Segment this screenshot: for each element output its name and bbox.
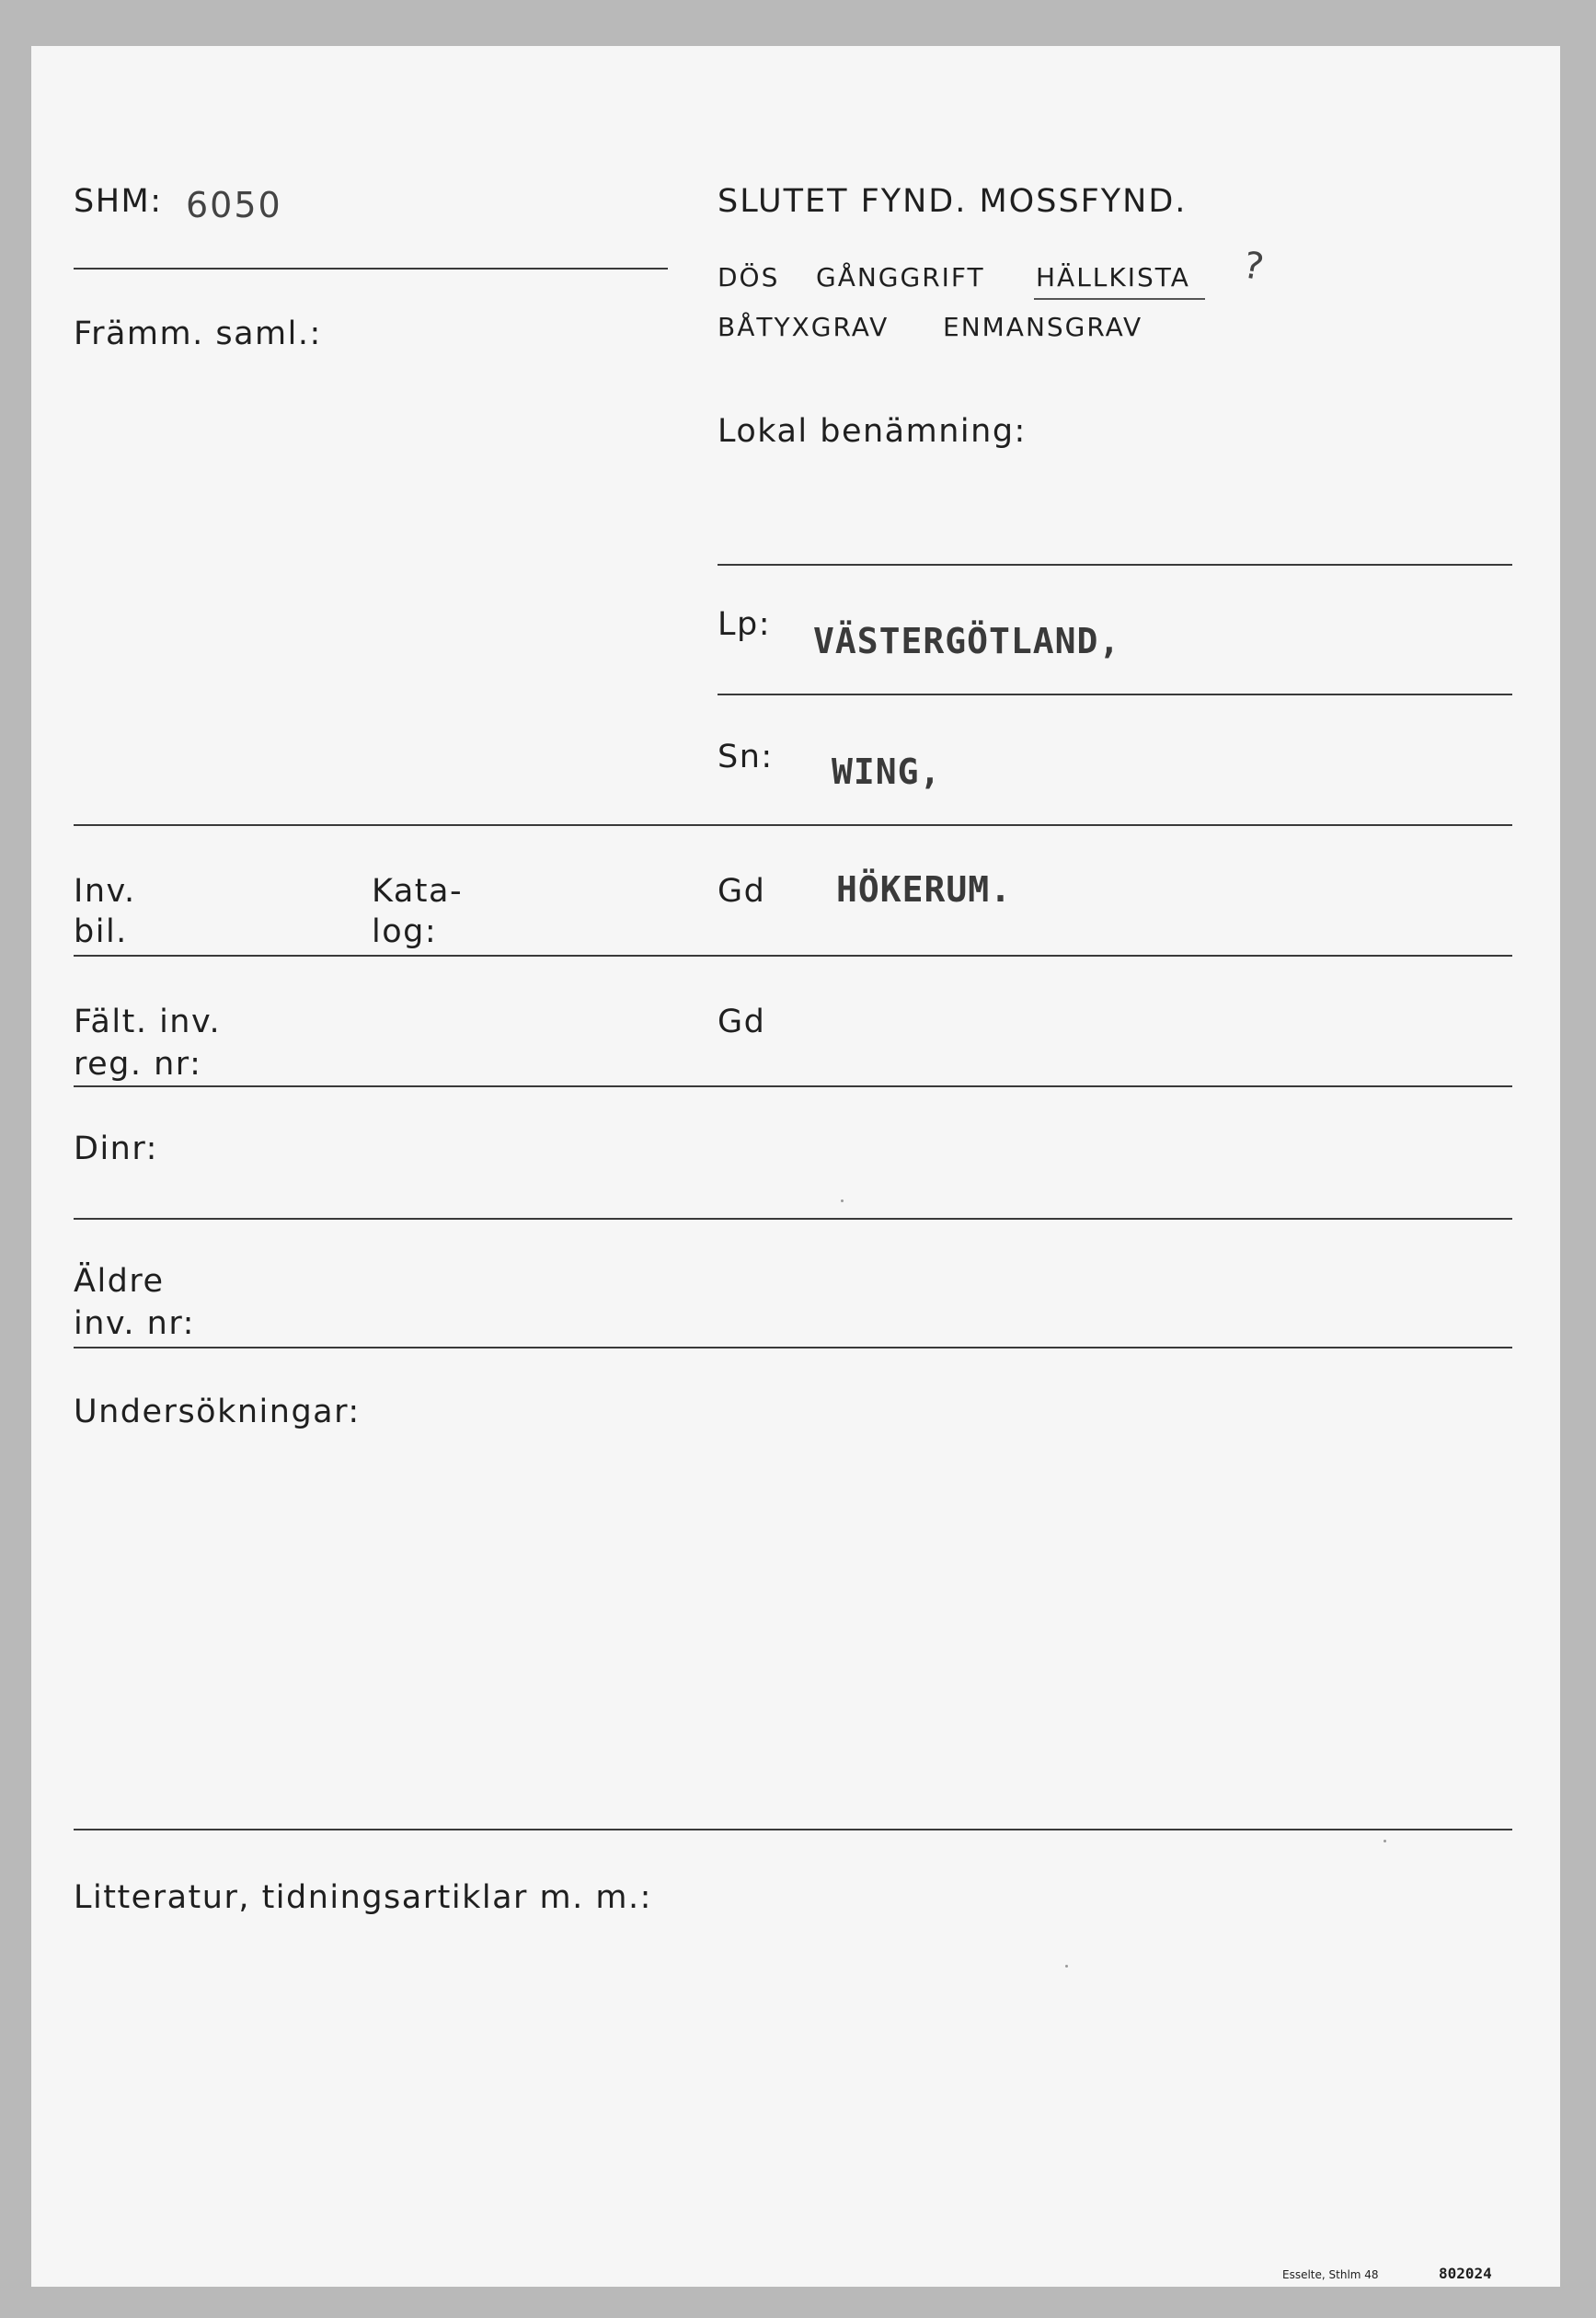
falt-inv-label-1: Fält. inv. — [74, 1004, 222, 1040]
lp-label: Lp: — [718, 606, 772, 643]
printer-imprint: Esselte, Sthlm 48 — [1282, 2268, 1379, 2281]
lokal-benamning-label: Lokal benämning: — [718, 413, 1027, 450]
grave-type-ganggrift: GÅNGGRIFT — [816, 262, 985, 293]
gd-label: Gd — [718, 873, 766, 910]
rule-aldre — [74, 1347, 1512, 1348]
grave-type-dos: DÖS — [718, 262, 780, 293]
rule-lp — [718, 694, 1512, 695]
aldre-label-1: Äldre — [74, 1263, 165, 1300]
rule-dinr — [74, 1218, 1512, 1220]
gd-value: HÖKERUM. — [836, 869, 1013, 910]
form-number: 802024 — [1439, 2265, 1492, 2282]
shm-value: 6050 — [186, 185, 282, 225]
inv-label-2: bil. — [74, 913, 128, 950]
speck — [1065, 1965, 1068, 1968]
inv-label-1: Inv. — [74, 873, 136, 910]
dinr-label: Dinr: — [74, 1130, 158, 1167]
grave-type-enmansgrav: ENMANSGRAV — [943, 312, 1143, 342]
shm-label: SHM: — [74, 183, 163, 220]
undersokningar-label: Undersökningar: — [74, 1394, 361, 1430]
rule-lokal — [718, 564, 1512, 566]
grave-type-hallkista: HÄLLKISTA — [1036, 262, 1190, 293]
speck — [841, 1199, 844, 1202]
katalog-label-1: Kata- — [372, 873, 464, 910]
framm-saml-label: Främm. saml.: — [74, 316, 322, 352]
find-types: SLUTET FYND. MOSSFYND. — [718, 183, 1188, 220]
litteratur-label: Litteratur, tidningsartiklar m. m.: — [74, 1879, 652, 1916]
sn-value: WING, — [832, 752, 942, 792]
falt-inv-label-2: reg. nr: — [74, 1046, 202, 1083]
lp-value: VÄSTERGÖTLAND, — [813, 621, 1121, 661]
catalog-card — [31, 46, 1560, 2287]
katalog-label-2: log: — [372, 913, 438, 950]
rule-undersokningar — [74, 1829, 1512, 1830]
aldre-label-2: inv. nr: — [74, 1305, 195, 1342]
hallkista-underline — [1034, 298, 1205, 300]
gd2-label: Gd — [718, 1004, 766, 1040]
speck — [1384, 1840, 1386, 1842]
grave-type-batyxgrav: BÅTYXGRAV — [718, 312, 890, 342]
rule-shm — [74, 268, 668, 270]
rule-sn — [74, 824, 1512, 826]
sn-label: Sn: — [718, 739, 774, 775]
rule-falt — [74, 1085, 1512, 1087]
question-mark: ? — [1240, 244, 1269, 290]
rule-inv — [74, 955, 1512, 957]
